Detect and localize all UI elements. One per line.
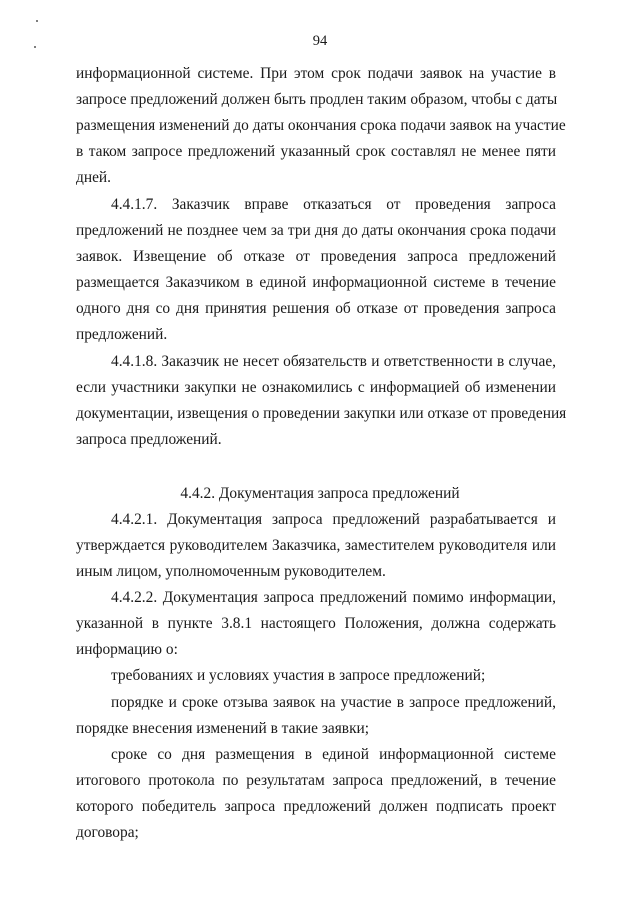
text-line: 4.4.2.2. Документация запроса предложений помимо информации, [111, 589, 556, 606]
text-line: заявок. Извещение об отказе от проведения запроса предложений [76, 248, 556, 265]
text-line: в таком запросе предложений указанный срок составлял не менее пяти [76, 143, 556, 160]
text-line: иным лицом, уполномоченным руководителем. [76, 563, 386, 580]
section-heading: 4.4.2. Документация запроса предложений [180, 485, 460, 502]
text-line: договора; [76, 824, 139, 841]
scan-speck [36, 20, 38, 22]
text-line: сроке со дня размещения в единой информационной системе [111, 746, 556, 763]
text-line: итогового протокола по результатам запроса предложений, в течение [76, 772, 556, 789]
text-line: запросе предложений должен быть продлен таким образом, чтобы с даты [76, 91, 558, 108]
text-line: документации, извещения о проведении закупки или отказе от проведения [76, 405, 567, 422]
page-number: 94 [312, 33, 328, 49]
text-line: если участники закупки не ознакомились с информацией об изменении [76, 379, 556, 396]
text-line: утверждается руководителем Заказчика, заместителем руководителя или [76, 537, 556, 554]
text-line: информационной системе. При этом срок подачи заявок на участие в [76, 65, 556, 82]
text-line: указанной в пункте 3.8.1 настоящего Положения, должна содержать [76, 615, 556, 632]
text-line: 4.4.1.7. Заказчик вправе отказаться от проведения запроса [111, 196, 556, 213]
text-line: дней. [76, 169, 111, 186]
text-line: порядке внесения изменений в такие заявки; [76, 720, 370, 737]
text-line: 4.4.2.1. Документация запроса предложений разрабатывается и [111, 511, 556, 528]
text-line: порядке и сроке отзыва заявок на участие в запросе предложений, [111, 694, 556, 711]
text-line: требованиях и условиях участия в запросе предложений; [111, 667, 486, 684]
text-line: запроса предложений. [76, 431, 222, 448]
text-line: одного дня со дня принятия решения об отказе от проведения запроса [76, 300, 556, 317]
text-line: информацию о: [76, 641, 178, 658]
text-line: размещения изменений до даты окончания срока подачи заявок на участие [76, 117, 566, 134]
text-line: 4.4.1.8. Заказчик не несет обязательств и ответственности в случае, [111, 353, 556, 370]
text-line: размещается Заказчиком в единой информационной системе в течение [76, 274, 556, 291]
text-line: которого победитель запроса предложений должен подписать проект [76, 798, 556, 815]
text-line: предложений. [76, 326, 168, 343]
text-line: предложений не позднее чем за три дня до даты окончания срока подачи [76, 222, 556, 239]
